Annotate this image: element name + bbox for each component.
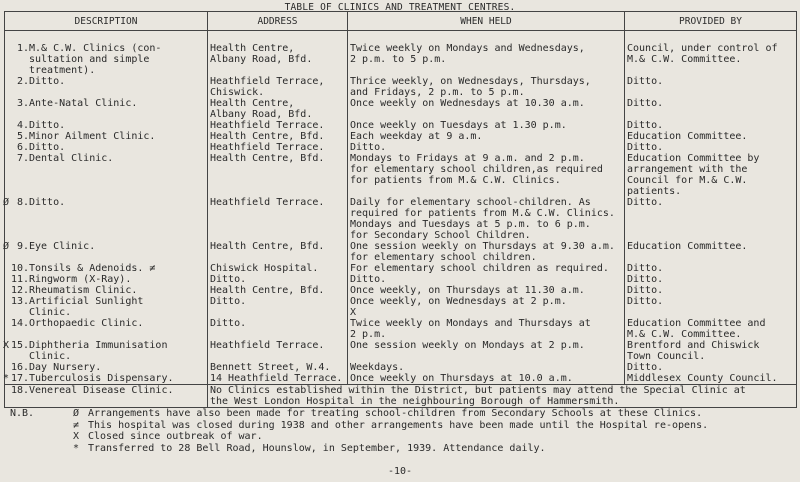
row-address: Health Centre, Bfd. xyxy=(208,285,348,296)
row-description xyxy=(5,98,208,120)
table-row xyxy=(5,153,797,197)
row-description-text: Ditto. xyxy=(29,142,66,153)
row-when-held: One session weekly on Thursdays at 9.30 a.m. for elementary school children. xyxy=(348,241,625,263)
row-description xyxy=(2,340,208,362)
row-description xyxy=(5,43,208,76)
footnote xyxy=(10,420,800,432)
row-description xyxy=(5,296,208,318)
row-provided-by: Ditto. xyxy=(625,76,797,98)
row-provided-by: Ditto. xyxy=(625,274,797,285)
row-address: Health Centre, Albany Road, Bfd. xyxy=(208,98,348,120)
row-description-text: Ditto. xyxy=(29,76,66,87)
footnote-text: Closed since outbreak of war. xyxy=(88,431,263,442)
row-when-held: Daily for elementary school-children. As required for patients from M.& C.W. Clinics. Mondays and Tuesdays at 5 p.m. to 6 p.m. for Secondary School Children. xyxy=(348,197,625,241)
row-description xyxy=(5,263,208,274)
footnotes xyxy=(10,408,800,454)
row-marker: Ø xyxy=(2,241,10,252)
table-title: TABLE OF CLINICS AND TREATMENT CENTRES. xyxy=(284,2,516,13)
row-number: 9. xyxy=(16,241,29,252)
row-number: 15. xyxy=(11,340,30,351)
row-when-held: Once weekly, on Wednesdays at 2 p.m. X xyxy=(348,296,625,318)
row-number: 8. xyxy=(16,197,29,208)
row-description-text: Tuberculosis Dispensary. xyxy=(29,373,174,384)
row-provided-by: Ditto. xyxy=(625,362,797,373)
row-description-text: Diphtheria Immunisation Clinic. xyxy=(29,340,168,362)
row-number: 16. xyxy=(11,362,30,373)
row-number: 7. xyxy=(16,153,29,164)
row-marker: X xyxy=(2,340,10,351)
row-description-text: Ditto. xyxy=(29,120,66,131)
row-description-text: Tonsils & Adenoids. ≠ xyxy=(29,263,156,274)
header-when-held: WHEN HELD xyxy=(348,12,625,31)
footnote xyxy=(10,443,800,455)
row-number: 4. xyxy=(16,120,29,131)
footnote xyxy=(10,408,800,420)
footnote-symbol: Ø xyxy=(72,408,80,419)
table-row xyxy=(5,362,797,373)
footnote-text: This hospital was closed during 1938 and other arrangements have been made until the Hospital re-opens. xyxy=(88,419,709,431)
notes-label: N.B. xyxy=(10,408,35,419)
row-address: Health Centre, Albany Road, Bfd. xyxy=(208,43,348,76)
row-description-text: Rheumatism Clinic. xyxy=(29,285,138,296)
row-description-text: Artificial Sunlight Clinic. xyxy=(29,296,144,318)
row-marker: Ø xyxy=(2,197,10,208)
row-description-text: Ante-Natal Clinic. xyxy=(29,98,138,109)
row-marker: * xyxy=(2,373,10,384)
row-when-held: Thrice weekly, on Wednesdays, Thursdays, and Fridays, 2 p.m. to 5 p.m. xyxy=(348,76,625,98)
row-number: 17. xyxy=(11,373,30,384)
spacer-row xyxy=(5,31,797,44)
row-when-held: One session weekly on Mondays at 2 p.m. xyxy=(348,340,625,362)
row-address: Heathfield Terrace. xyxy=(208,197,348,241)
row-when-held: Once weekly on Thursdays at 10.0 a.m. xyxy=(348,373,625,385)
row-provided-by: Brentford and Chiswick Town Council. xyxy=(625,340,797,362)
row-description-text: Dental Clinic. xyxy=(29,153,114,164)
row-description xyxy=(5,285,208,296)
row-number: 3. xyxy=(16,98,29,109)
row-address: Health Centre, Bfd. xyxy=(208,131,348,142)
header-description: DESCRIPTION xyxy=(5,12,208,31)
row-description xyxy=(5,76,208,98)
row-description xyxy=(5,274,208,285)
row-description-text: Venereal Disease Clinic. xyxy=(29,385,174,396)
row-provided-by: Ditto. xyxy=(625,120,797,131)
row-description-text: M.& C.W. Clinics (con- sultation and simple treatment). xyxy=(29,43,162,76)
header-address: ADDRESS xyxy=(208,12,348,31)
row-provided-by: Ditto. xyxy=(625,197,797,241)
row-when-held: Twice weekly on Mondays and Thursdays at 2 p.m. xyxy=(348,318,625,340)
row-address: Ditto. xyxy=(208,296,348,318)
row-when-held: Twice weekly on Mondays and Wednesdays, 2 p.m. to 5 p.m. xyxy=(348,43,625,76)
table-row xyxy=(5,120,797,131)
row-provided-by: Middlesex County Council. xyxy=(625,373,797,385)
row-description-text: Day Nursery. xyxy=(29,362,102,373)
footnote-text: Arrangements have also been made for treating school-children from Secondary Schools at these Clinics. xyxy=(88,408,703,419)
table-row xyxy=(5,318,797,340)
header-row xyxy=(5,12,797,31)
clinics-table xyxy=(4,11,797,408)
row-address: 14 Heathfield Terrace. xyxy=(208,373,348,385)
row-provided-by: Education Committee. xyxy=(625,241,797,263)
row-number: 13. xyxy=(11,296,30,307)
row-number: 14. xyxy=(11,318,30,329)
row-description-text: Eye Clinic. xyxy=(29,241,96,252)
table-row xyxy=(5,296,797,318)
row-description-text: Ringworm (X-Ray). xyxy=(29,274,132,285)
row-when-held: Mondays to Fridays at 9 a.m. and 2 p.m. for elementary school children,as required for patients from M.& C.W. Clinics. xyxy=(348,153,625,197)
table-row xyxy=(5,76,797,98)
row-description xyxy=(5,385,208,408)
row-when-held: For elementary school children as required. xyxy=(348,263,625,274)
row-address: Health Centre, Bfd. xyxy=(208,153,348,197)
row-number: 10. xyxy=(11,263,30,274)
table-row xyxy=(5,142,797,153)
table-row xyxy=(5,43,797,76)
row-when-held: Weekdays. xyxy=(348,362,625,373)
table-row xyxy=(5,373,797,385)
footnote-symbol: ≠ xyxy=(72,419,80,431)
row-number: 5. xyxy=(16,131,29,142)
row-description xyxy=(2,197,208,241)
row-address: Heathfield Terrace. xyxy=(208,120,348,131)
row-number: 11. xyxy=(11,274,30,285)
row-provided-by: Education Committee by arrangement with the Council for M.& C.W. patients. xyxy=(625,153,797,197)
row-when-held: Once weekly on Wednesdays at 10.30 a.m. xyxy=(348,98,625,120)
row-address: Ditto. xyxy=(208,274,348,285)
row-provided-by: Education Committee. xyxy=(625,131,797,142)
row-description xyxy=(2,241,208,263)
row-when-held: Each weekday at 9 a.m. xyxy=(348,131,625,142)
row-provided-by: Education Committee and M.& C.W. Committee. xyxy=(625,318,797,340)
footnote-symbol: X xyxy=(72,431,80,442)
row-description xyxy=(5,362,208,373)
row-when-held: Once weekly, on Thursdays at 11.30 a.m. xyxy=(348,285,625,296)
row-description xyxy=(5,153,208,197)
row-number: 6. xyxy=(16,142,29,153)
row-18-note: No Clinics established within the District, but patients may attend the Special Clinic at the West London Hospital in the neighbouring Borough of Hammersmith. xyxy=(208,385,797,408)
row-address: Chiswick Hospital. xyxy=(208,263,348,274)
footnote-text: Transferred to 28 Bell Road, Hounslow, in September, 1939. Attendance daily. xyxy=(88,442,546,454)
table-row-18 xyxy=(5,385,797,408)
row-provided-by: Ditto. xyxy=(625,296,797,318)
table-row xyxy=(5,274,797,285)
row-when-held: Once weekly on Tuesdays at 1.30 p.m. xyxy=(348,120,625,131)
row-address: Ditto. xyxy=(208,318,348,340)
footnote-symbol: * xyxy=(72,442,80,454)
header-provided-by: PROVIDED BY xyxy=(625,12,797,31)
row-address: Heathfield Terrace. xyxy=(208,340,348,362)
row-when-held: Ditto. xyxy=(348,274,625,285)
row-when-held: Ditto. xyxy=(348,142,625,153)
table-row xyxy=(5,131,797,142)
row-description-text: Minor Ailment Clinic. xyxy=(29,131,156,142)
row-address: Health Centre, Bfd. xyxy=(208,241,348,263)
page-number: -10- xyxy=(387,466,413,477)
row-address: Heathfield Terrace. xyxy=(208,142,348,153)
table-row xyxy=(5,197,797,241)
row-description xyxy=(5,142,208,153)
table-row xyxy=(5,263,797,274)
row-number: 12. xyxy=(11,285,30,296)
row-description-text: Ditto. xyxy=(29,197,66,208)
row-number: 2. xyxy=(16,76,29,87)
row-description-text: Orthopaedic Clinic. xyxy=(29,318,144,329)
row-description xyxy=(2,373,208,385)
row-description xyxy=(5,131,208,142)
row-description xyxy=(5,120,208,131)
table-row xyxy=(5,98,797,120)
row-description xyxy=(5,318,208,340)
row-number: 1. xyxy=(16,43,29,54)
table-row xyxy=(5,241,797,263)
footnote xyxy=(10,431,800,443)
table-row xyxy=(5,285,797,296)
row-number: 18. xyxy=(11,385,30,396)
row-provided-by: Ditto. xyxy=(625,142,797,153)
row-provided-by: Council, under control of M.& C.W. Committee. xyxy=(625,43,797,76)
table-row xyxy=(5,340,797,362)
row-address: Heathfield Terrace, Chiswick. xyxy=(208,76,348,98)
row-provided-by: Ditto. xyxy=(625,285,797,296)
row-address: Bennett Street, W.4. xyxy=(208,362,348,373)
row-provided-by: Ditto. xyxy=(625,98,797,120)
row-provided-by: Ditto. xyxy=(625,263,797,274)
